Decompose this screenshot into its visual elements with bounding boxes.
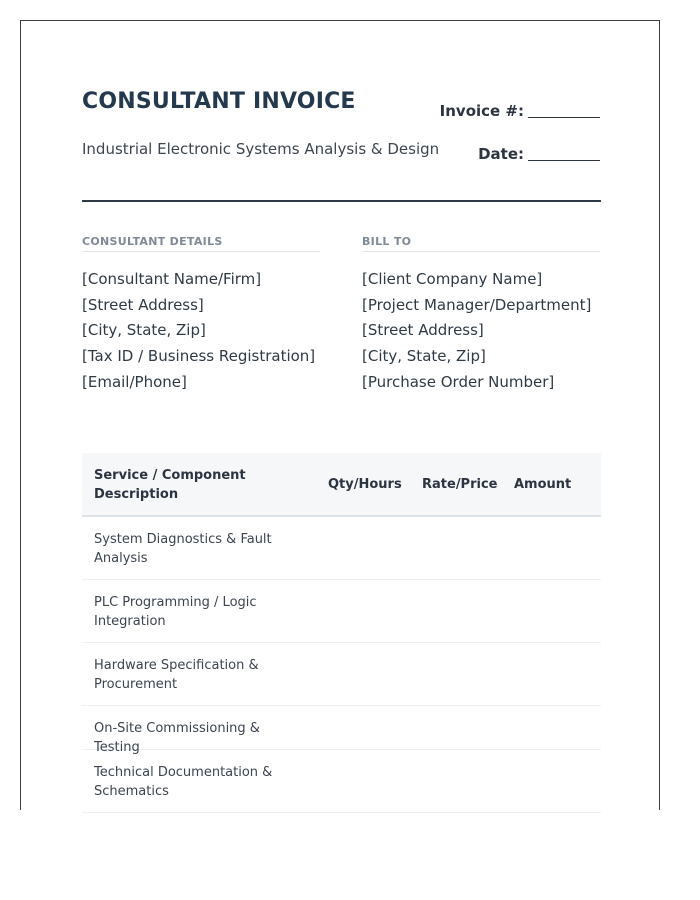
invoice-number-field (440, 102, 600, 120)
consultant-street: [Street Address] (82, 295, 204, 314)
column-header-rate: Rate/Price (422, 477, 498, 492)
client-po-number: [Purchase Order Number] (362, 372, 555, 391)
page-title: CONSULTANT INVOICE (82, 89, 356, 114)
consultant-details-heading: CONSULTANT DETAILS (82, 235, 320, 252)
client-company: [Client Company Name] (362, 270, 543, 288)
consultant-name: [Consultant Name/Firm] (82, 270, 262, 288)
service-description: PLC Programming / Logic Integration (94, 595, 257, 629)
bill-to-section (362, 235, 600, 396)
table-header (82, 453, 601, 517)
table-row (82, 750, 601, 813)
table-row (82, 643, 601, 706)
services-table (82, 453, 601, 813)
invoice-date-label: Date: (478, 145, 524, 163)
page-subtitle: Industrial Electronic Systems Analysis & Design (82, 140, 440, 158)
invoice-number-blank (528, 103, 600, 118)
consultant-details-section (82, 235, 320, 396)
table-row (82, 706, 601, 755)
bill-to-heading: BILL TO (362, 235, 600, 252)
table-row (82, 580, 601, 643)
invoice-date-field (478, 145, 600, 163)
service-description: Hardware Specification & Procurement (94, 658, 259, 692)
service-description: Technical Documentation & Schematics (94, 765, 273, 799)
header-divider (82, 200, 601, 202)
consultant-contact: [Email/Phone] (82, 372, 187, 391)
service-description: System Diagnostics & Fault Analysis (94, 532, 272, 566)
client-department: [Project Manager/Department] (362, 295, 592, 314)
consultant-tax-id: [Tax ID / Business Registration] (82, 347, 316, 366)
column-header-description: Service / Component Description (94, 468, 246, 502)
column-header-qty: Qty/Hours (328, 477, 402, 492)
service-description: On-Site Commissioning & Testing (94, 721, 260, 755)
invoice-sheet (20, 20, 660, 810)
column-header-amount: Amount (514, 477, 572, 492)
invoice-date-blank (528, 146, 600, 161)
invoice-number-label: Invoice #: (439, 102, 524, 120)
client-street: [Street Address] (362, 321, 484, 340)
client-city: [City, State, Zip] (362, 347, 486, 366)
consultant-city: [City, State, Zip] (82, 321, 206, 340)
table-row (82, 517, 601, 580)
